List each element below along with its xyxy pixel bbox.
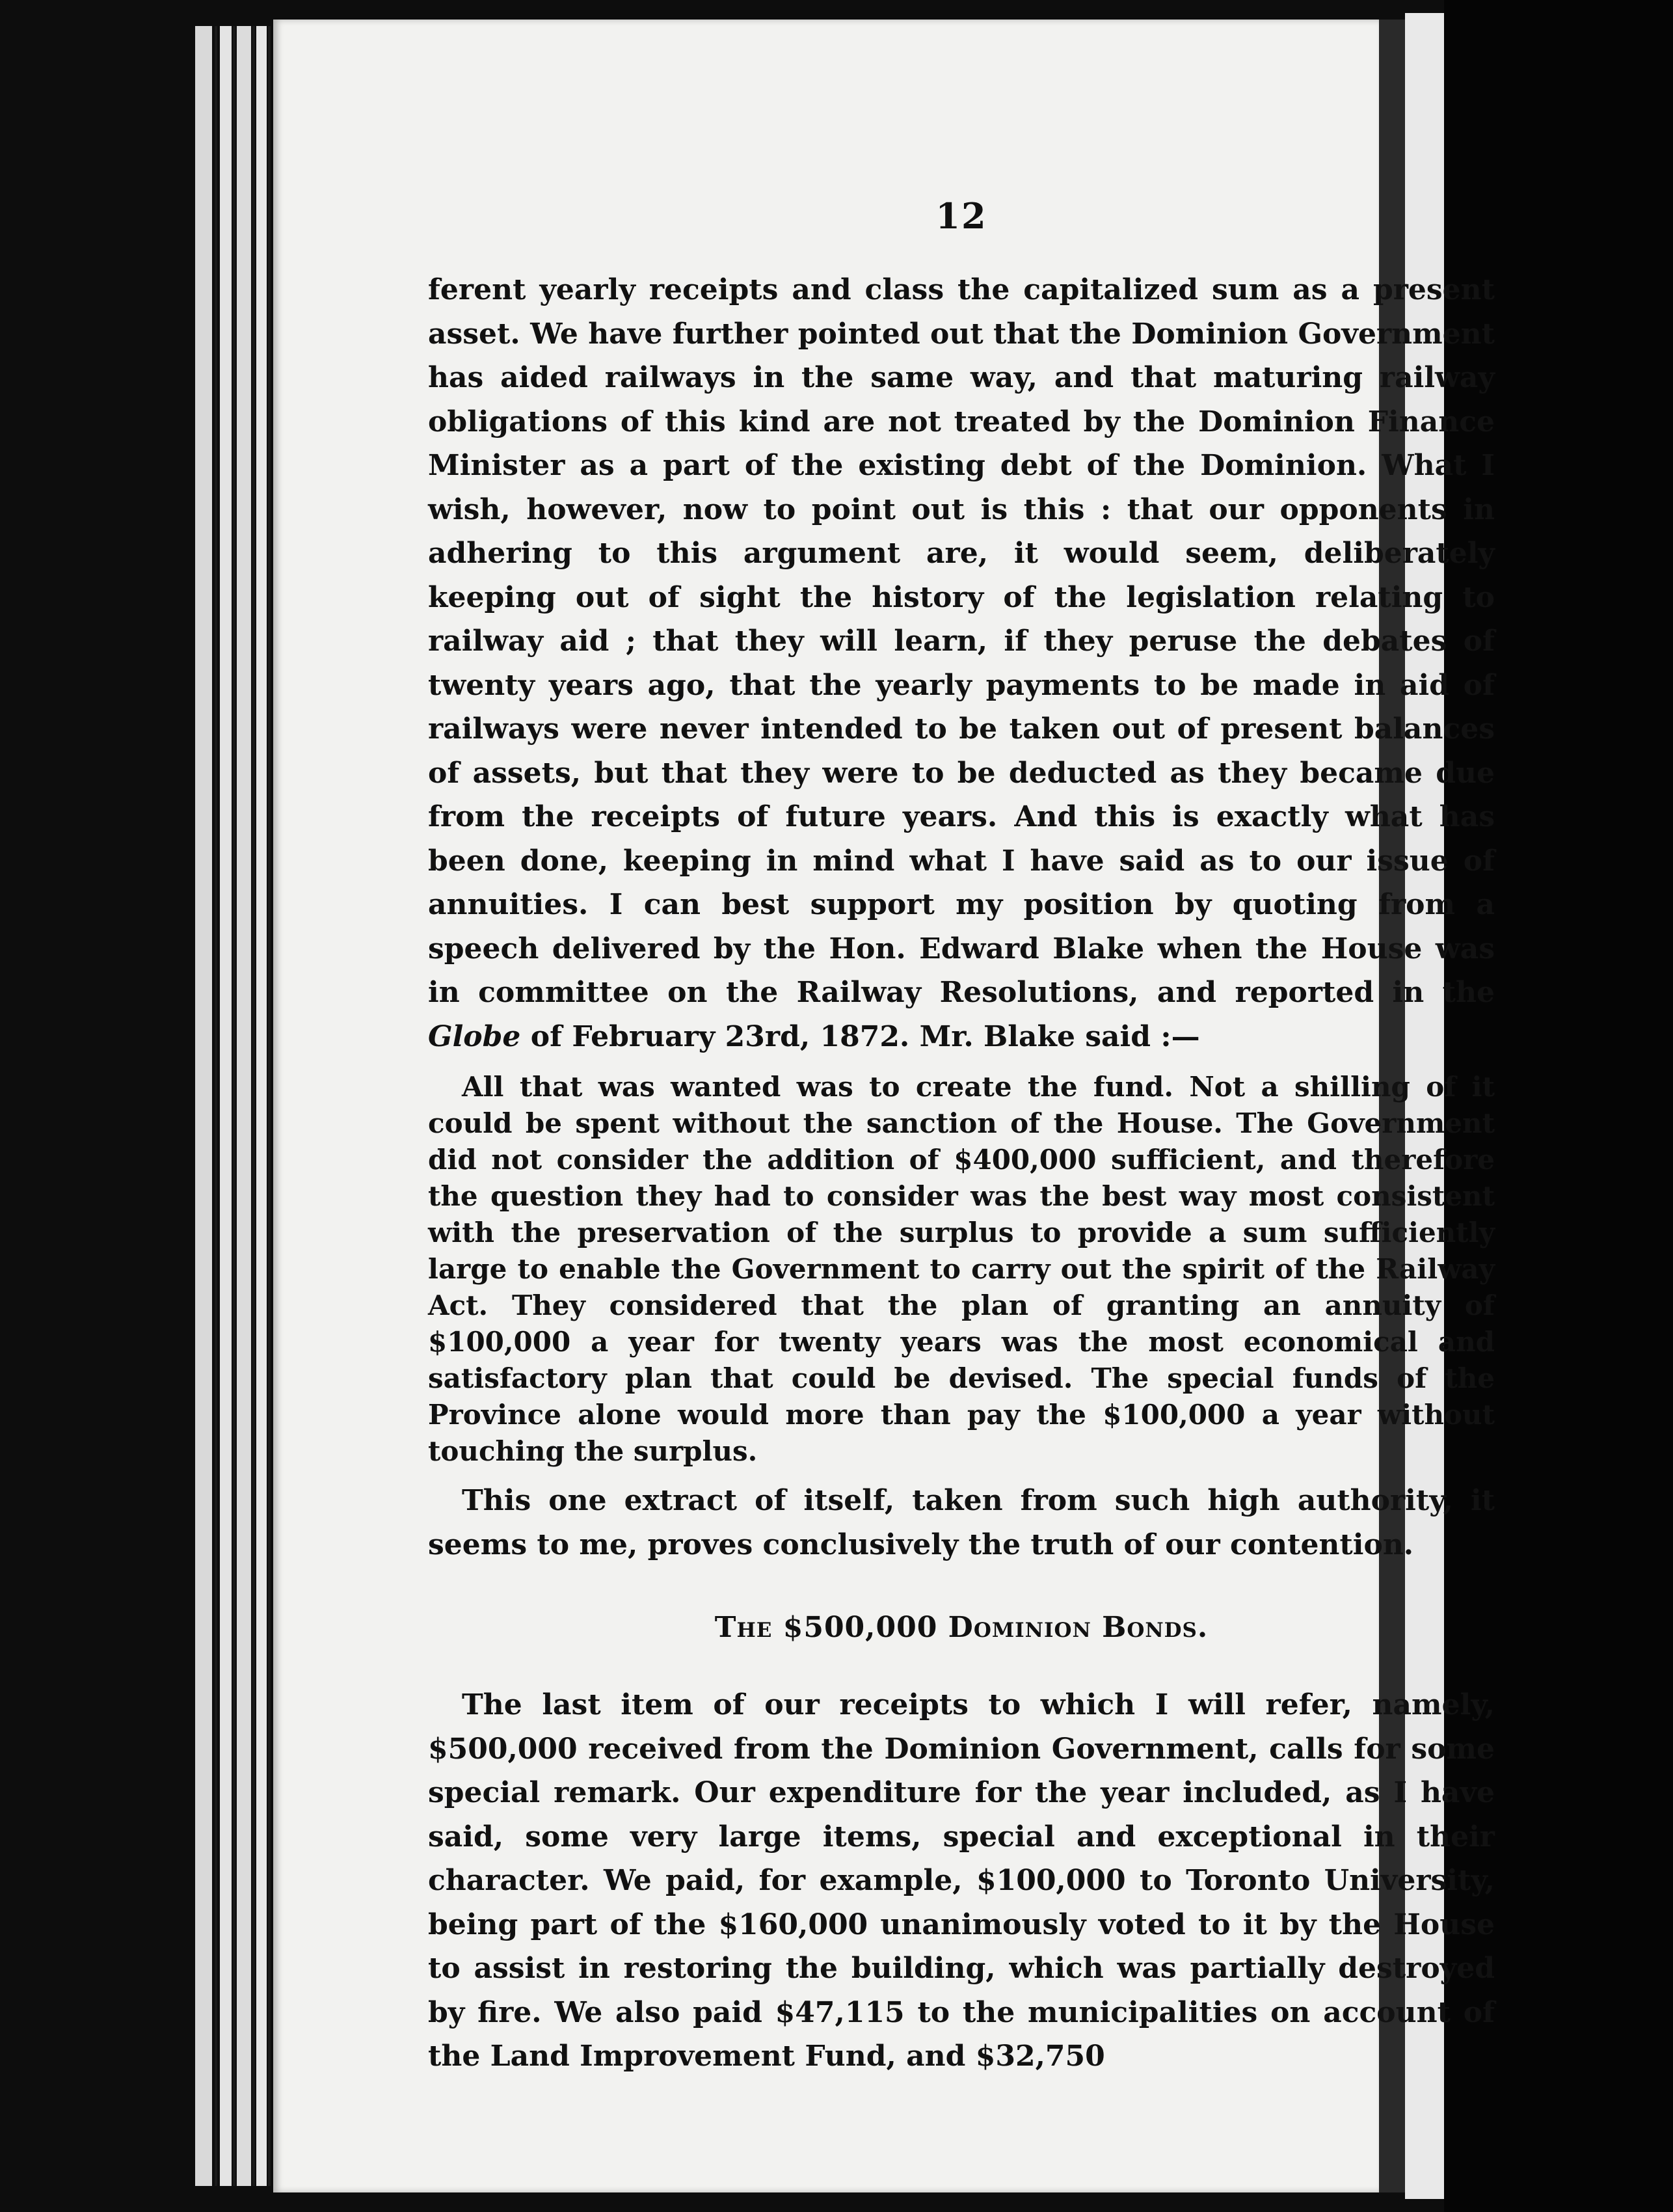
gutter-line — [233, 26, 235, 2186]
paragraph-text: of February 23rd, 1872. Mr. Blake said :— — [520, 1019, 1200, 1053]
section-heading: The $500,000 Dominion Bonds. — [714, 1611, 1209, 1644]
paragraph: This one extract of itself, taken from such high authority, it seems to me, proves conclusively the truth of our contention. — [428, 1484, 1495, 1561]
gutter-line — [252, 26, 255, 2186]
paragraph-text: ferent yearly receipts and class the capitalized sum as a present asset. We have further pointed out that the Dominion Government has aided railways in the same way, and that maturing railway obligations of this kind are not treated by the Dominion Finance Minister as a part of the existing debt of the Dominion. What I wish, however, now to point out is this : that our opponents in adhering to this argument are, it would seem, deliberately keeping out of sight the history of the legislation relating to railway aid ; that they will learn, if they peruse the debates of twenty years ago, that the yearly payments to be made in aid of railways were never intended to be taken out of present balances of assets, but that they were to be deducted as they became due from the receipts of future years. And this is exactly what has been done, keeping in mind what I have said as to our issue of annuities. I can best support my position by quoting from a speech delivered by the Hon. Edward Blake when the House was in committee on the Railway Resolutions, and reported in the — [428, 273, 1495, 1009]
page-number: 12 — [935, 195, 987, 237]
paragraph — [428, 268, 1495, 1059]
paragraph: The last item of our receipts to which I will refer, namely, $500,000 received from the Dominion Government, calls for some special remark. Our expenditure for the year included, as I have said, some very large items, special and exceptional in their character. We paid, for example, $100,000 to Toronto University, being part of the $160,000 unanimously voted to it by the House to assist in restoring the building, which was partially destroyed by fire. We also paid $47,115 to the municipalities on account of the Land Improvement Fund, and $32,750 — [428, 1688, 1495, 2073]
newspaper-title: Globe — [428, 1019, 521, 1053]
page-edge — [237, 26, 251, 2186]
page-text — [428, 195, 1495, 2079]
block-quote: All that was wanted was to create the fund. Not a shilling of it could be spent without the sanction of the House. The Government did not consider the addition of $400,000 sufficient, and therefore the question they had to consider was the best way most consistent with the preservation of the surplus to provide a sum sufficiently large to enable the Government to carry out the spirit of the Railway Act. They considered that the plan of granting an annuity of $100,000 a year for twenty years was the most economical and satisfactory plan that could be devised. The special funds of the Province alone would more than pay the $100,000 a year without touching the surplus. — [428, 1071, 1495, 1467]
page-edge — [220, 26, 232, 2186]
gutter-line — [268, 26, 271, 2186]
gutter-line — [215, 26, 217, 2186]
page-edge — [256, 26, 267, 2186]
page-edge — [195, 26, 212, 2186]
